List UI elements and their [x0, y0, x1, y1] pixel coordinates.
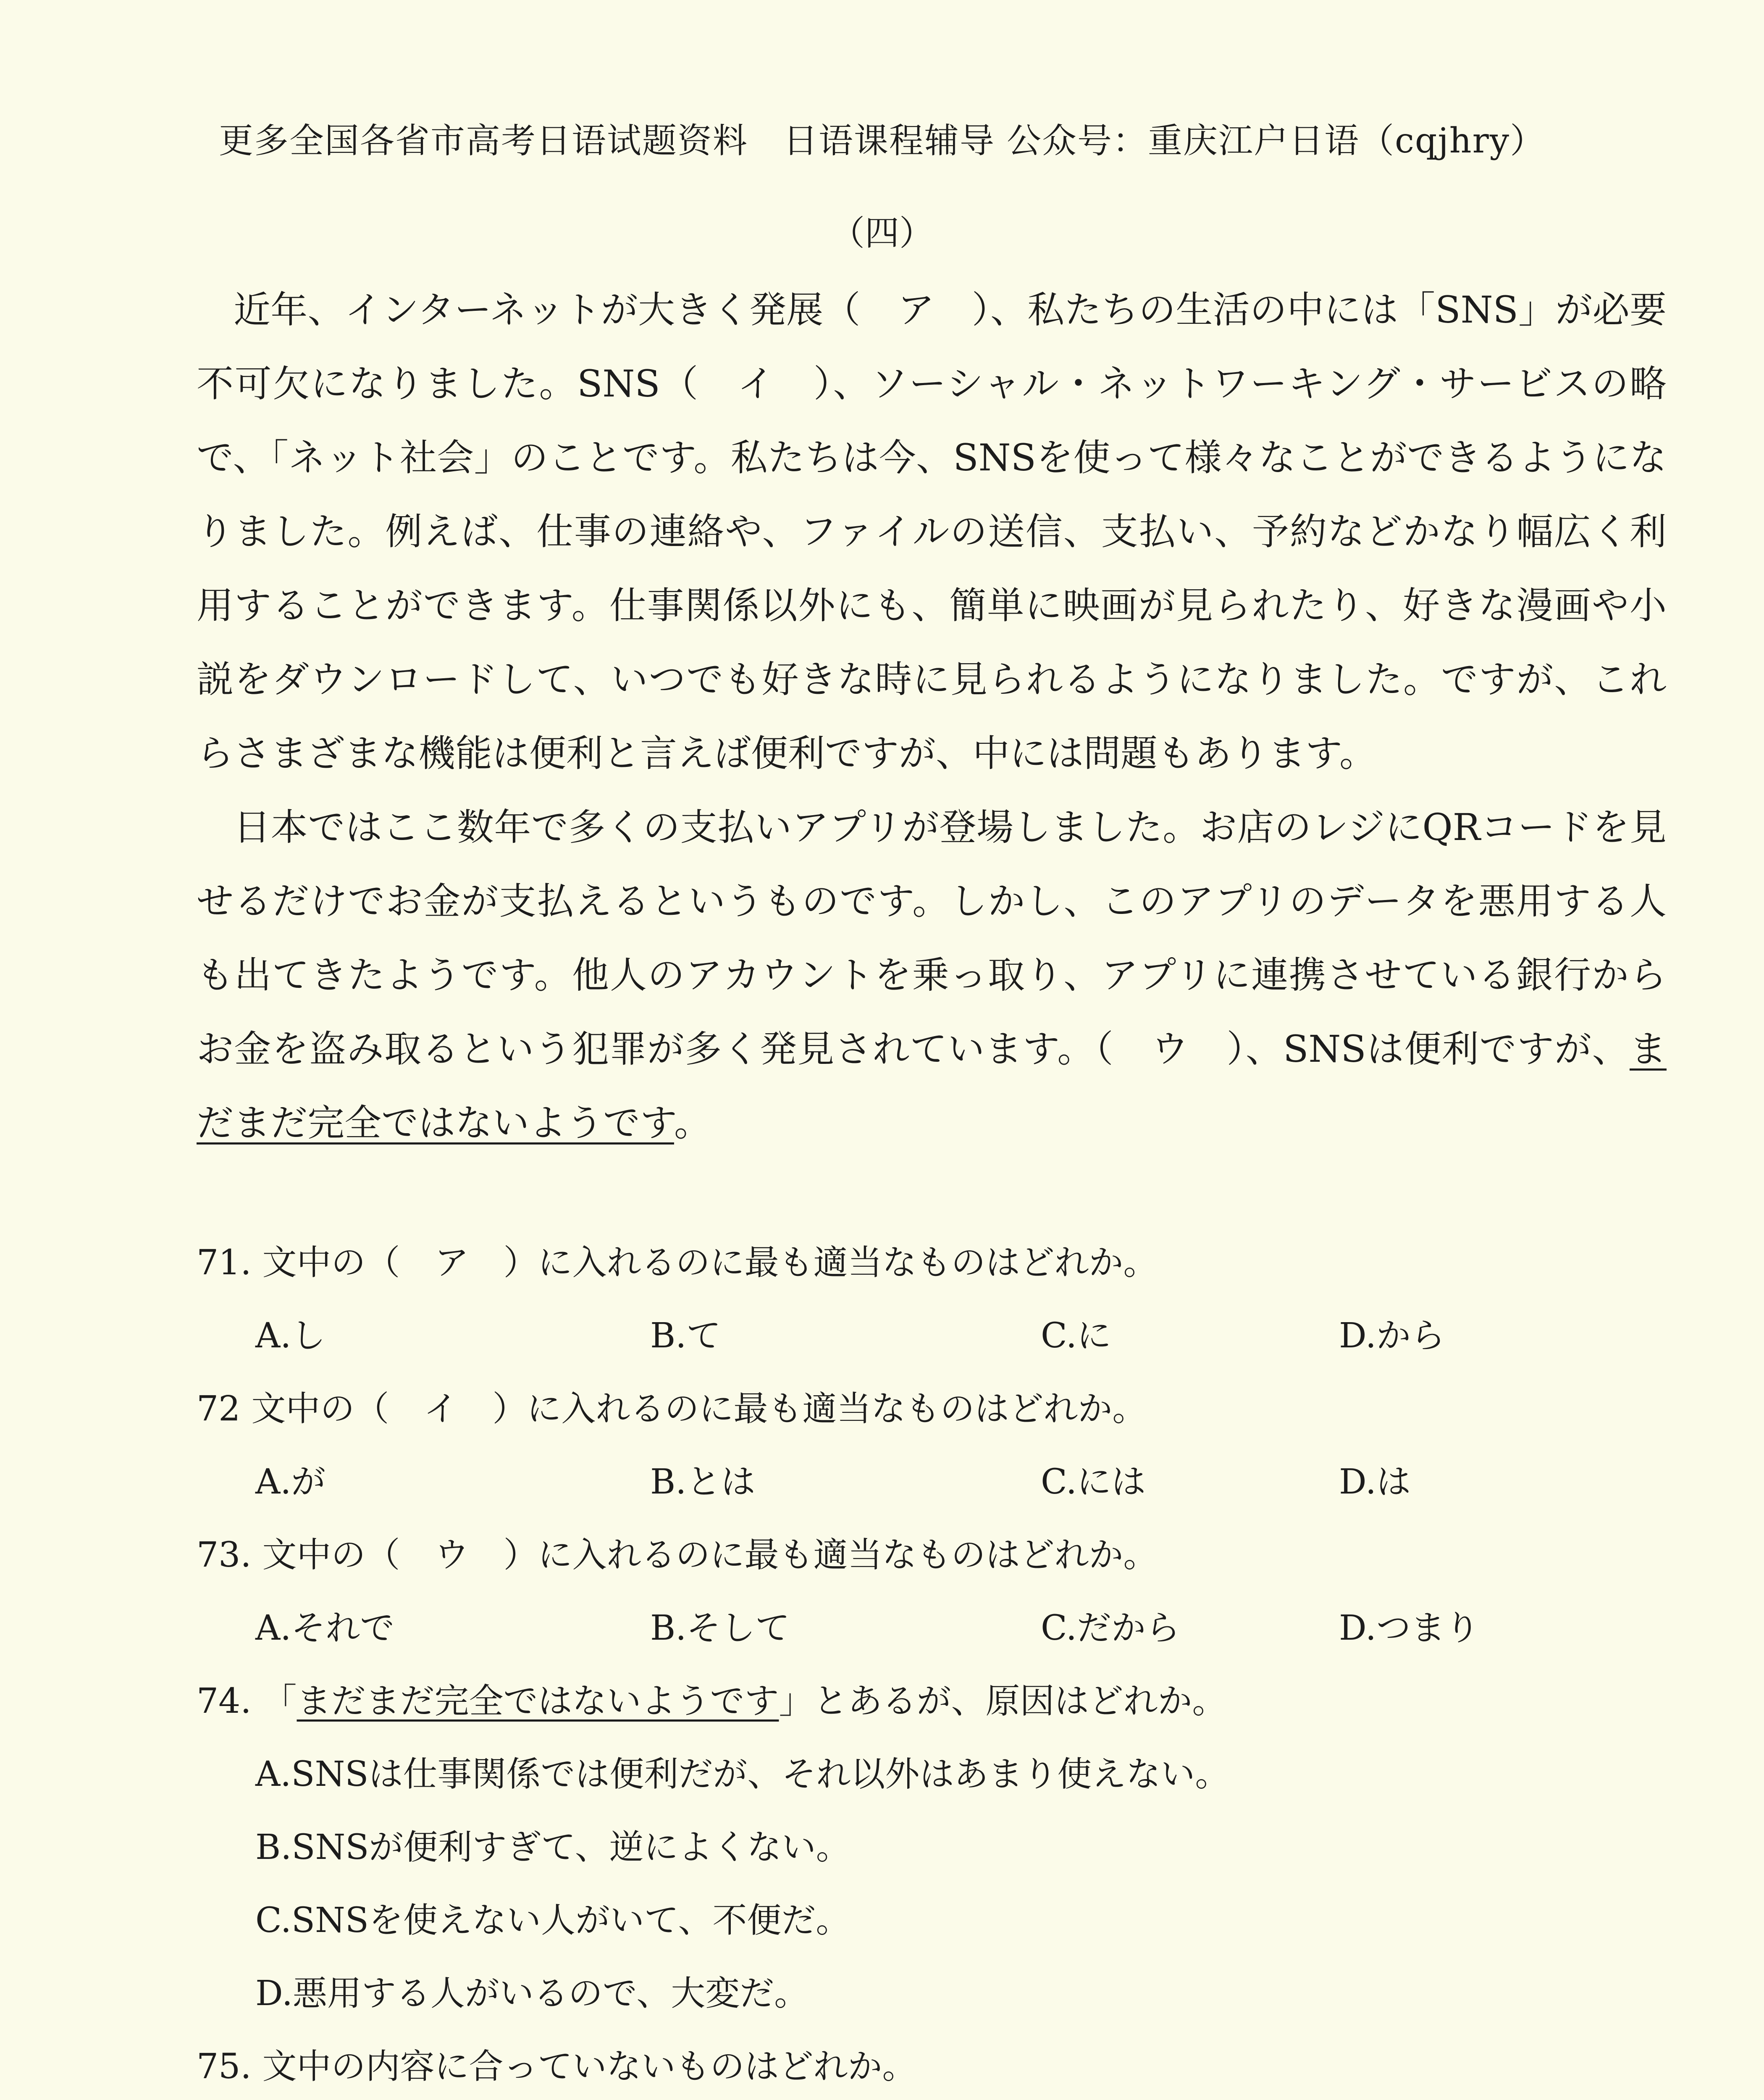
option-c: C.には — [1041, 1462, 1146, 1502]
passage-paragraph-2-text: 日本ではここ数年で多くの支払いアプリが登場しました。お店のレジにQRコードを見せるだけでお金が支払えるというものです。しかし、このアプリのデータを悪用する人も出てきたようです。他人のアカウントを乗っ取り、アプリに連携させている銀行からお金を盗み取るという犯罪が多く発見されています。（ ウ ）、SNSは便利ですが、 — [197, 806, 1667, 1071]
page-header: 更多全国各省市高考日语试题资料 日语课程辅导 公众号：重庆江户日语（cqjhry） — [218, 121, 1546, 161]
section-title: （四） — [830, 213, 934, 253]
option-a: A.し — [255, 1316, 326, 1356]
passage-paragraph-1: 近年、インターネットが大きく発展（ ア ）、私たちの生活の中には「SNS」が必要不可欠になりました。SNS（ イ ）、ソーシャル・ネットワーキング・サービスの略で、「ネット社会」のことです。私たちは今、SNSを使って様々なことができるようになりました。例えば、仕事の連絡や、ファイルの送信、支払い、予約などかなり幅広く利用することができます。仕事関係以外にも、簡単に映画が見られたり、好きな漫画や小説をダウンロードして、いつでも好きな時に見られるようになりました。ですが、これらさまざまな機能は便利と言えば便利ですが、中には問題もあります。 — [197, 288, 1667, 775]
option-b: B.とは — [650, 1462, 756, 1502]
question-stem: 72 文中の（ イ ）に入れるのに最も適当なものはどれか。 — [197, 1389, 1147, 1429]
question-stem-suffix: 」とあるが、原因はどれか。 — [779, 1681, 1227, 1721]
question-stem: 73. 文中の（ ウ ）に入れるのに最も適当なものはどれか。 — [197, 1535, 1158, 1575]
option-d: D.から — [1339, 1316, 1445, 1356]
option-a: A.SNSは仕事関係では便利だが、それ以外はあまり使えない。 — [255, 1754, 1230, 1794]
option-c: C.に — [1041, 1316, 1111, 1356]
passage-paragraph-2 — [197, 790, 1667, 1160]
option-d: D.は — [1339, 1462, 1411, 1502]
option-d: D.つまり — [1339, 1608, 1480, 1648]
question-stem-prefix: 74. 「 — [197, 1681, 297, 1721]
reading-passage — [197, 273, 1667, 1160]
option-b: B.て — [650, 1316, 721, 1356]
question-75 — [197, 2030, 1667, 2100]
option-d: D.悪用する人がいるので、大変だ。 — [255, 1974, 809, 2013]
question-71-options — [197, 1299, 1667, 1373]
question-71 — [197, 1226, 1667, 1299]
question-74 — [197, 1665, 1667, 1738]
option-a: A.それで — [255, 1608, 395, 1648]
question-list — [197, 1226, 1667, 2100]
passage-paragraph-2-end: 。 — [674, 1101, 711, 1144]
option-b: B.SNSが便利すぎて、逆によくない。 — [255, 1827, 850, 1867]
option-a: A.が — [255, 1462, 326, 1502]
underlined-phrase: まだまだ完全ではないようです — [197, 1027, 1667, 1144]
question-73-options — [197, 1592, 1667, 1665]
question-73 — [197, 1519, 1667, 1592]
option-b: B.そして — [650, 1608, 790, 1648]
question-stem-underlined: まだまだ完全ではないようです — [297, 1681, 779, 1721]
question-72-options — [197, 1446, 1667, 1519]
question-stem: 71. 文中の（ ア ）に入れるのに最も適当なものはどれか。 — [197, 1243, 1158, 1283]
question-stem: 75. 文中の内容に合っていないものはどれか。 — [197, 2047, 917, 2087]
question-72 — [197, 1373, 1667, 1446]
option-c: C.SNSを使えない人がいて、不便だ。 — [255, 1900, 850, 1940]
option-c: C.だから — [1041, 1608, 1180, 1648]
